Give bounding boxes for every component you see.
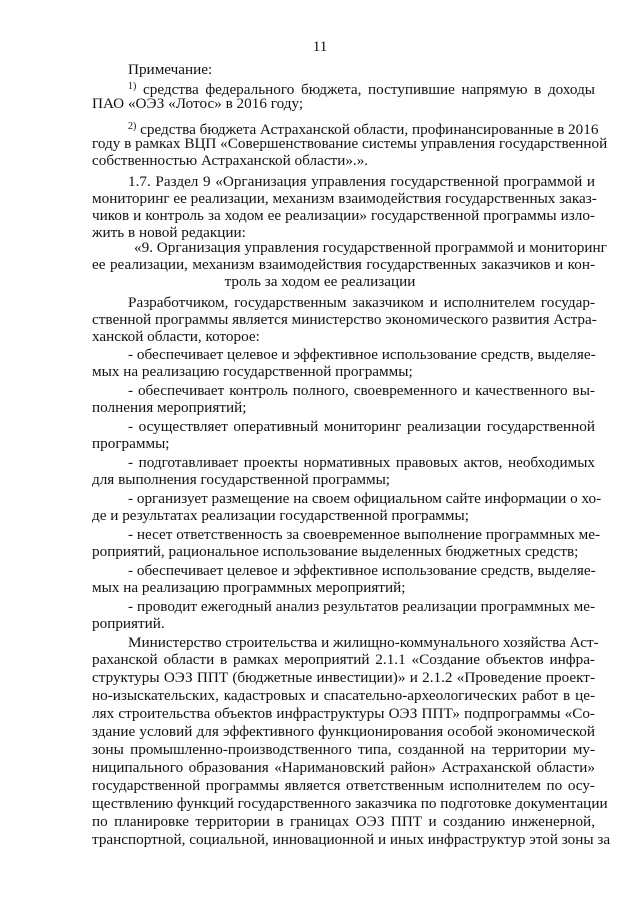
list-item-line: - обеспечивает целевое и эффективное использование средств, выделяе- xyxy=(128,562,596,579)
text-line: структуры ОЭЗ ППТ (бюджетные инвестиции)» и 2.1.2 «Проведение проект- xyxy=(92,669,595,686)
footnote-text: средства федерального бюджета, поступившие напрямую в доходы xyxy=(136,81,595,98)
section-heading-line: ее реализации, механизм взаимодействия государственных заказчиков и кон- xyxy=(92,256,595,273)
footnote-text: средства бюджета Астраханской области, профинансированные в 2016 xyxy=(136,121,599,138)
text-line: транспортной, социальной, инновационной и иных инфраструктур этой зоны за xyxy=(92,831,611,848)
text-line: но-изыскательских, кадастровых и спасательно-археологических работ в це- xyxy=(92,687,595,704)
list-item-line: - проводит ежегодный анализ результатов реализации программных ме- xyxy=(128,598,595,615)
text-line: ханской области, которое: xyxy=(92,328,260,345)
page-number: 11 xyxy=(312,38,328,55)
text-line: ственной программы является министерство экономического развития Астра- xyxy=(92,311,597,328)
list-item-line: де и результатах реализации государственной программы; xyxy=(92,507,469,524)
list-item-line: - обеспечивает целевое и эффективное использование средств, выделяе- xyxy=(128,346,596,363)
list-item-line: роприятий, рациональное использование выделенных бюджетных средств; xyxy=(92,543,579,560)
text-line: по планировке территории в границах ОЭЗ ППТ и созданию инженерной, xyxy=(92,813,595,830)
text-line: здание условий для эффективного функционирования особой экономической xyxy=(92,723,595,740)
section-heading-line: троль за ходом ее реализации xyxy=(224,273,416,290)
text-line: собственностью Астраханской области».». xyxy=(92,152,369,169)
text-line: Разработчиком, государственным заказчиком и исполнителем государ- xyxy=(128,294,595,311)
text-line: ществлению функций государственного заказчика по подготовке документации xyxy=(92,795,608,812)
text-line: государственной программы является ответственным исполнителем по осу- xyxy=(92,777,595,794)
text-line: году в рамках ВЦП «Совершенствование системы управления государственной xyxy=(92,135,608,152)
list-item-line: - осуществляет оперативный мониторинг реализации государственной xyxy=(128,418,595,435)
list-item-line: - обеспечивает контроль полного, своевременного и качественного вы- xyxy=(128,382,595,399)
section-heading-line: «9. Организация управления государственной программой и мониторинг xyxy=(134,239,607,256)
list-item-line: полнения мероприятий; xyxy=(92,399,247,416)
list-item-line: мых на реализацию программных мероприятий; xyxy=(92,579,406,596)
list-item-line: - организует размещение на своем официальном сайте информации о хо- xyxy=(128,490,602,507)
list-item-line: для выполнения государственной программы; xyxy=(92,471,391,488)
list-item-line: - несет ответственность за своевременное выполнение программных ме- xyxy=(128,526,601,543)
list-item-line: программы; xyxy=(92,435,170,452)
list-item-line: - подготавливает проекты нормативных правовых актов, необходимых xyxy=(128,454,595,471)
list-item-line: мых на реализацию государственной программы; xyxy=(92,363,413,380)
text-line: чиков и контроль за ходом ее реализации» государственной программы изло- xyxy=(92,207,595,224)
text-line: ниципального образования «Наримановский район» Астраханской области» xyxy=(92,759,595,776)
footnote-marker: 2) xyxy=(128,121,137,132)
text-line: жить в новой редакции: xyxy=(92,224,246,241)
footnote-marker: 1) xyxy=(128,81,137,92)
text-line: Министерство строительства и жилищно-коммунального хозяйства Аст- xyxy=(128,634,599,651)
list-item-line: роприятий. xyxy=(92,615,165,632)
text-line: мониторинг ее реализации, механизм взаимодействия государственных заказ- xyxy=(92,190,597,207)
text-line: зоны промышленно-производственного типа, созданной на территории му- xyxy=(92,741,595,758)
text-line: раханской области в рамках мероприятий 2.1.1 «Создание объектов инфра- xyxy=(92,651,595,668)
text-line: 1.7. Раздел 9 «Организация управления государственной программой и xyxy=(128,173,595,190)
text-line: лях строительства объектов инфраструктуры ОЭЗ ППТ» подпрограммы «Со- xyxy=(92,705,595,722)
note-heading: Примечание: xyxy=(128,61,213,78)
text-line: ПАО «ОЭЗ «Лотос» в 2016 году; xyxy=(92,95,304,112)
